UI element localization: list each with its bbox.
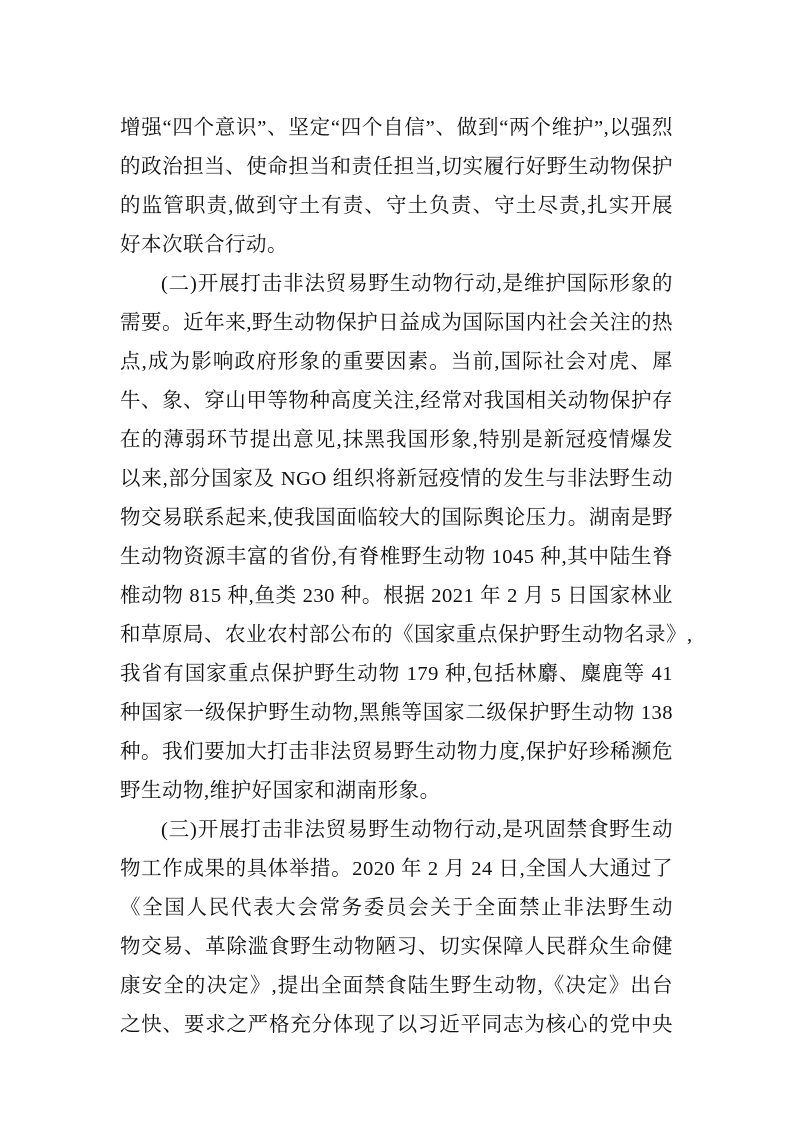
text-line: 增强“四个意识”、坚定“四个自信”、做到“两个维护”,以强烈 [120,117,673,139]
text-line: 我省有国家重点保护野生动物 179 种,包括林麝、麋鹿等 41 [120,663,673,685]
text-line: 种。我们要加大打击非法贸易野生动物力度,保护好珍稀濒危 [120,741,673,763]
text-line: 《全国人民代表大会常务委员会关于全面禁止非法野生动 [120,897,673,919]
text-line: 康安全的决定》,提出全面禁食陆生野生动物,《决定》出台 [120,975,673,997]
text-line: 和草原局、农业农村部公布的《国家重点保护野生动物名录》, [120,624,693,646]
text-line: 点,成为影响政府形象的重要因素。当前,国际社会对虎、犀 [120,351,673,373]
text-line: 好本次联合行动。 [120,234,288,256]
text-line: 野生动物,维护好国家和湖南形象。 [120,780,441,802]
text-line: 种国家一级保护野生动物,黑熊等国家二级保护野生动物 138 [120,702,673,724]
text-line: 的监管职责,做到守土有责、守土负责、守土尽责,扎实开展 [120,195,673,217]
text-line: 椎动物 815 种,鱼类 230 种。根据 2021 年 2 月 5 日国家林业 [120,585,673,607]
text-line: 生动物资源丰富的省份,有脊椎野生动物 1045 种,其中陆生脊 [120,546,673,568]
paragraph-heading-2: (二)开展打击非法贸易野生动物行动,是维护国际形象的 [161,273,673,295]
text-line: 牛、象、穿山甲等物种高度关注,经常对我国相关动物保护存 [120,390,673,412]
text-line: 需要。近年来,野生动物保护日益成为国际国内社会关注的热 [120,312,673,334]
paragraph-heading-3: (三)开展打击非法贸易野生动物行动,是巩固禁食野生动 [161,819,673,841]
text-line: 的政治担当、使命担当和责任担当,切实履行好野生动物保护 [120,156,673,178]
text-line: 以来,部分国家及 NGO 组织将新冠疫情的发生与非法野生动 [120,468,673,490]
text-line: 物工作成果的具体举措。2020 年 2 月 24 日,全国人大通过了 [120,858,673,880]
text-line: 物交易联系起来,使我国面临较大的国际舆论压力。湖南是野 [120,507,673,529]
text-line: 物交易、革除滥食野生动物陋习、切实保障人民群众生命健 [120,936,673,958]
text-line: 在的薄弱环节提出意见,抹黑我国形象,特别是新冠疫情爆发 [120,429,673,451]
text-line: 之快、要求之严格充分体现了以习近平同志为核心的党中央 [120,1014,673,1036]
